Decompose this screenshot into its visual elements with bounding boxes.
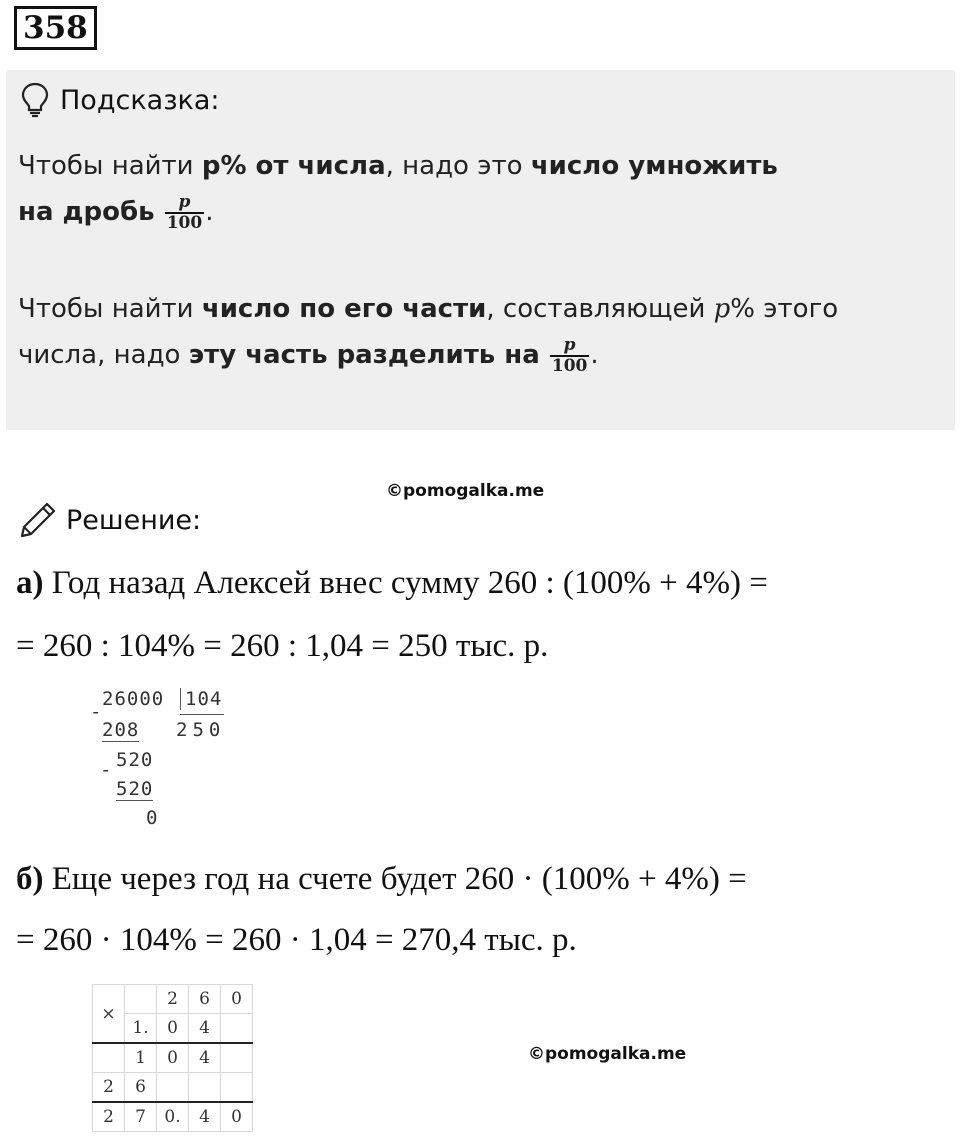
solution-b-marker: б) [16, 861, 44, 897]
solution-a-line-2: = 260 : 104% = 260 : 1,04 = 250 тыс. р. [16, 628, 549, 664]
mult-cell [157, 1073, 189, 1103]
mult-cell: 7 [125, 1102, 157, 1132]
mult-cell: 0 [221, 985, 253, 1014]
solution-b-line-1 [16, 861, 747, 898]
rule1-fraction [165, 193, 205, 233]
hint-box [6, 70, 955, 430]
rule2-frac-num: p [550, 336, 590, 357]
solution-b-text-1: Еще через год на счете будет 260 · (100% + 4%) = [43, 861, 747, 897]
mult-cell [189, 1073, 221, 1103]
hint-header [20, 82, 220, 118]
ld-step-4: 0 [146, 807, 159, 829]
mult-cell: 0 [157, 1043, 189, 1073]
rule1-text-2: , надо это [385, 151, 531, 181]
task-number: 358 [14, 6, 97, 50]
mult-cell: 4 [189, 1014, 221, 1044]
mult-cell: 0 [221, 1102, 253, 1132]
mult-cell [93, 1043, 125, 1073]
mult-sign: × [93, 985, 125, 1044]
mult-cell [221, 1043, 253, 1073]
solution-header [18, 500, 201, 540]
rule2-end: . [590, 340, 599, 370]
mult-row [93, 1073, 253, 1103]
ld-step-1: 208 [102, 719, 140, 741]
ld-step-2: 520 [116, 749, 154, 771]
rule1-frac-num: p [165, 193, 205, 214]
rule1-bold-3: на дробь [18, 197, 164, 227]
solution-a-line-1 [16, 565, 768, 602]
rule2-text-3: % этого [730, 294, 839, 324]
rule2-text-4: числа, надо [18, 340, 189, 370]
mult-cell: 6 [125, 1073, 157, 1103]
mult-cell: 1 [125, 1043, 157, 1073]
ld-dividend: 26000 [102, 688, 165, 710]
ld-minus-2: - [100, 759, 113, 781]
rule2-bold-2: эту часть разделить на [188, 340, 549, 370]
mult-cell [221, 1073, 253, 1103]
multiplication-table [92, 984, 253, 1132]
rule1-text-1: Чтобы найти [18, 151, 202, 181]
lightbulb-icon [20, 82, 50, 118]
rule2-frac-den: 100 [551, 355, 588, 376]
mult-cell: 2 [157, 985, 189, 1014]
mult-cell: 0. [157, 1102, 189, 1132]
mult-cell: 0 [157, 1014, 189, 1044]
mult-cell [221, 1014, 253, 1044]
hint-rule-1 [18, 143, 778, 235]
mult-row [93, 1043, 253, 1073]
pencil-icon [18, 500, 58, 540]
rule2-p: p [713, 294, 731, 324]
mult-cell: 2 [93, 1102, 125, 1132]
ld-minus-1: - [90, 701, 103, 723]
solution-a-text-1: Год назад Алексей внес сумму 260 : (100% + 4%) = [43, 565, 768, 601]
rule2-text-2: , составляющей [486, 294, 714, 324]
watermark-bottom: ©pomogalka.me [528, 1044, 687, 1064]
rule1-bold-1: p% от числа [201, 151, 386, 181]
rule2-bold-1: число по его части [201, 294, 487, 324]
solution-heading: Решение: [66, 504, 202, 536]
mult-cell: 4 [189, 1043, 221, 1073]
watermark-top: ©pomogalka.me [386, 481, 545, 501]
ld-divisor: 104 [180, 688, 222, 710]
ld-quotient: 250 [176, 719, 226, 741]
solution-a-marker: а) [16, 565, 44, 601]
hint-rule-2 [18, 286, 838, 378]
mult-cell: 1. [125, 1014, 157, 1044]
mult-cell [125, 985, 157, 1014]
rule1-bold-2: число умножить [530, 151, 778, 181]
mult-row [93, 985, 253, 1014]
mult-row [93, 1102, 253, 1132]
hint-heading: Подсказка: [60, 84, 220, 116]
solution-b-line-2: = 260 · 104% = 260 · 1,04 = 270,4 тыс. р. [16, 922, 577, 958]
ld-quotient-line [180, 714, 224, 715]
rule2-fraction [550, 336, 590, 376]
rule1-end: . [205, 197, 214, 227]
mult-cell: 4 [189, 1102, 221, 1132]
mult-cell: 6 [189, 985, 221, 1014]
mult-cell: 2 [93, 1073, 125, 1103]
ld-step-3: 520 [116, 778, 154, 800]
rule1-frac-den: 100 [166, 212, 203, 233]
rule2-text-1: Чтобы найти [18, 294, 202, 324]
